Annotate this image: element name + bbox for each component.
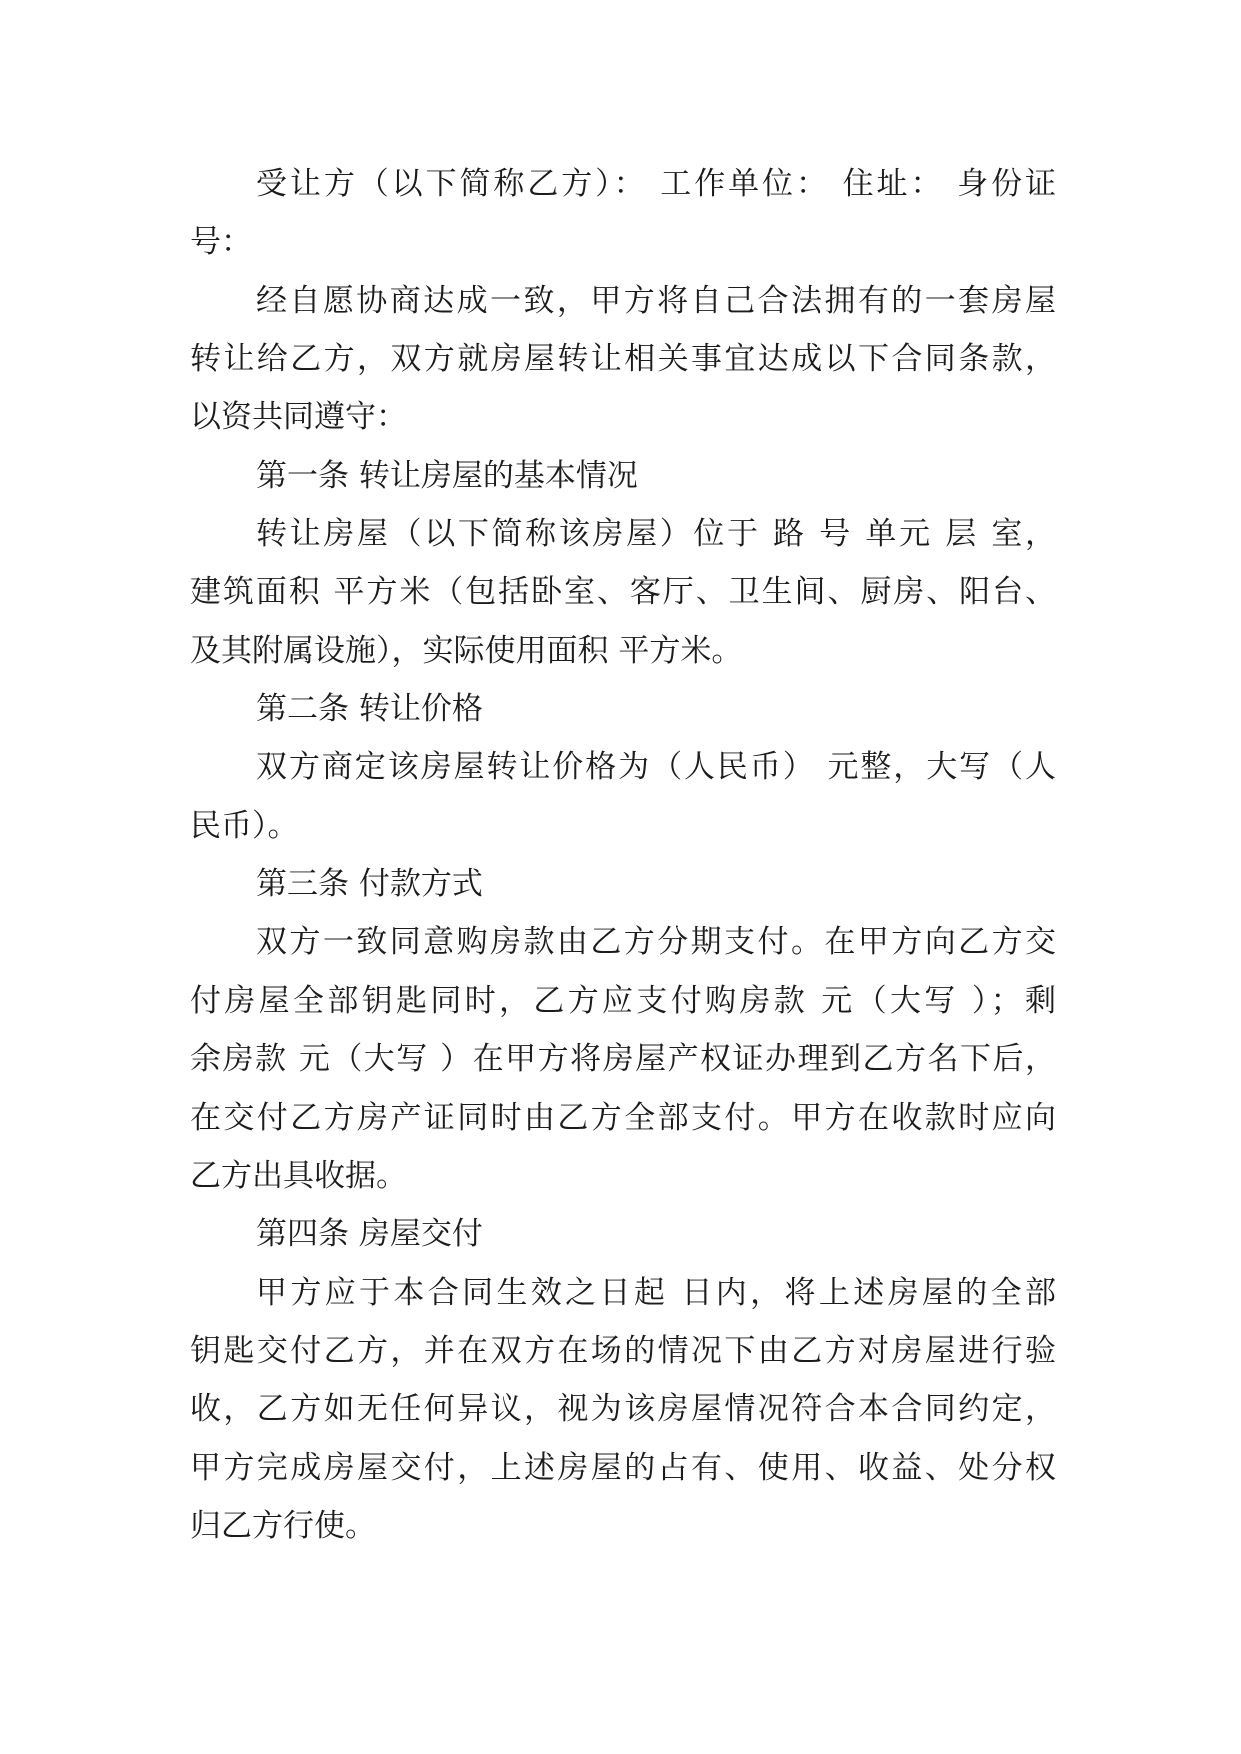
text-line: 钥匙交付乙方，并在双方在场的情况下由乙方对房屋进行验 — [190, 1332, 1056, 1369]
text-line: 乙方出具收据。 — [190, 1157, 407, 1194]
text-line: 民币）。 — [190, 807, 299, 844]
clause-3 — [190, 855, 1056, 1205]
text-line: 余房款 元（大写 ）在甲方将房屋产权证办理到乙方名下后， — [190, 1041, 1056, 1078]
clause-heading: 第一条 转让房屋的基本情况 — [256, 457, 638, 494]
text-line: 以资共同遵守： — [190, 399, 407, 436]
text-line: 及其附属设施），实际使用面积 平方米。 — [190, 632, 743, 669]
clause-2 — [190, 680, 1056, 855]
clause-4 — [190, 1205, 1056, 1555]
clause-1 — [190, 447, 1056, 680]
text-line: 转让给乙方，双方就房屋转让相关事宜达成以下合同条款， — [190, 341, 1056, 378]
text-line: 受让方（以下简称乙方）： 工作单位： 住址： 身份证 — [256, 166, 1056, 202]
preamble-paragraph — [190, 272, 1056, 447]
text-line: 在交付乙方房产证同时由乙方全部支付。甲方在收款时应向 — [190, 1099, 1056, 1136]
clause-heading: 第四条 房屋交付 — [256, 1216, 483, 1253]
text-line: 付房屋全部钥匙同时，乙方应支付购房款 元（大写 ）；剩 — [190, 982, 1056, 1019]
text-line: 归乙方行使。 — [190, 1507, 376, 1544]
clause-heading: 第二条 转让价格 — [256, 691, 483, 728]
text-line: 号： — [190, 224, 252, 261]
text-line: 双方一致同意购房款由乙方分期支付。在甲方向乙方交 — [256, 924, 1056, 961]
text-line: 甲方应于本合同生效之日起 日内，将上述房屋的全部 — [256, 1274, 1056, 1311]
text-line: 甲方完成房屋交付，上述房屋的占有、使用、收益、处分权 — [190, 1449, 1056, 1486]
text-line: 收，乙方如无任何异议，视为该房屋情况符合本合同约定， — [190, 1391, 1056, 1428]
text-line: 建筑面积 平方米（包括卧室、客厅、卫生间、厨房、阳台、 — [190, 574, 1056, 611]
text-line: 转让房屋（以下简称该房屋）位于 路 号 单元 层 室， — [256, 516, 1056, 553]
text-line: 经自愿协商达成一致，甲方将自己合法拥有的一套房屋 — [256, 282, 1056, 319]
party-b-info — [190, 155, 1056, 272]
text-line: 双方商定该房屋转让价格为（人民币） 元整，大写（人 — [256, 749, 1056, 786]
clause-heading: 第三条 付款方式 — [256, 866, 483, 903]
